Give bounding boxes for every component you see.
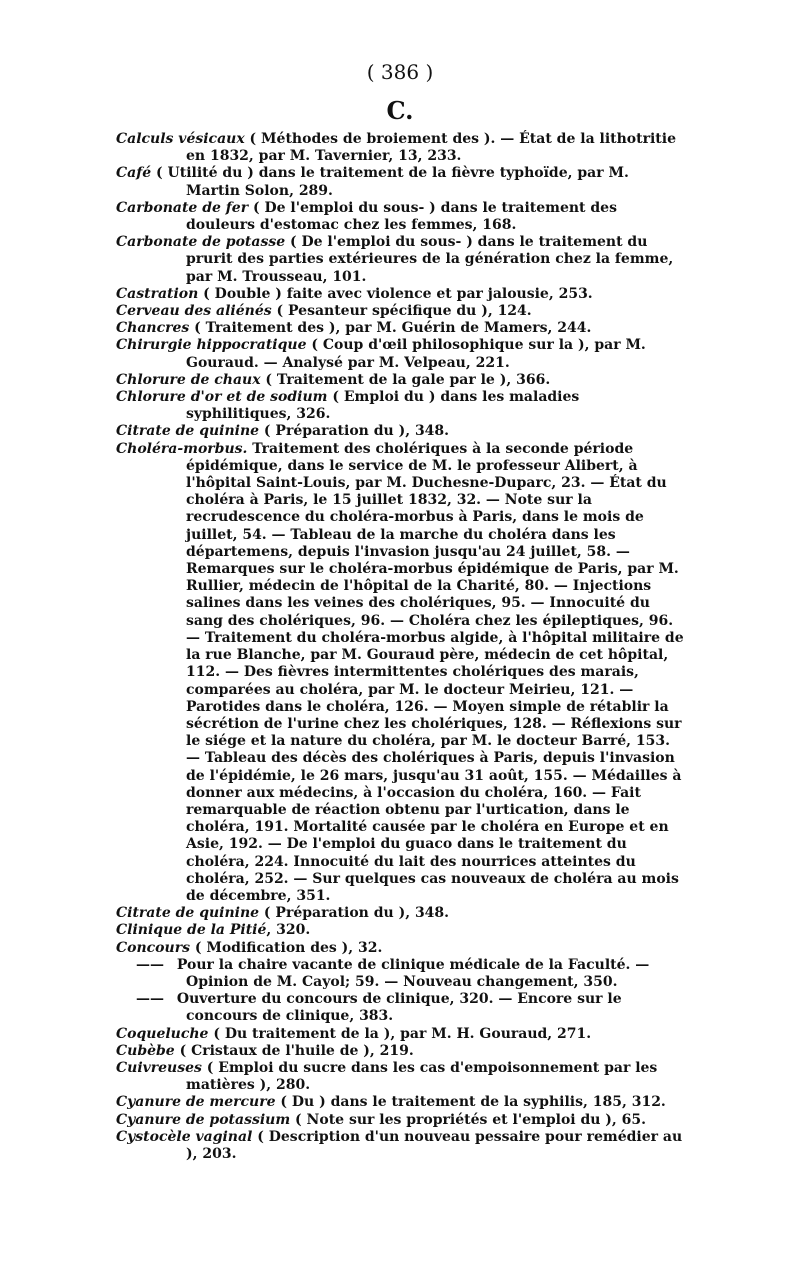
entry-term: Castration (116, 285, 199, 302)
entry-text: ( Double ) faite avec violence et par jalousie, 253. (198, 285, 593, 302)
entry-text: , 320. (266, 922, 311, 939)
entry-text: ( Coup d'œil philosophique sur la ), par M. Gouraud. — Analysé par M. Velpeau, 221. (186, 337, 646, 371)
section-letter: C. (386, 96, 414, 125)
entry-text: ( Du ) dans le traitement de la syphilis, 185, 312. (275, 1094, 666, 1111)
entry-term: Café (116, 165, 152, 182)
entry-text: ( Modification des ), 32. (189, 939, 383, 956)
entry-term: Cuivreuses (116, 1059, 202, 1076)
entry-term: Cyanure de potassium (116, 1111, 291, 1128)
repeat-dash: —— (136, 956, 164, 973)
index-entry (116, 1112, 686, 1129)
entry-term: Chirurgie hippocratique (116, 337, 307, 354)
entry-term: Citrate de quinine (116, 905, 260, 922)
entry-text: ( Traitement de la gale par le ), 366. (260, 371, 551, 388)
entry-term: Cyanure de mercure (116, 1094, 276, 1111)
entry-term: Concours (116, 939, 190, 956)
entry-term: Choléra-morbus. (116, 440, 248, 457)
index-entry (116, 131, 686, 165)
entry-text: ( Préparation du ), 348. (259, 905, 450, 922)
index-entry (116, 1043, 686, 1060)
index-entry (116, 165, 686, 199)
entry-text: ( Note sur les propriétés et l'emploi du ), 65. (290, 1111, 647, 1128)
entry-term: Coqueluche (116, 1025, 209, 1042)
entry-text: ( Emploi du sucre dans les cas d'empoisonnement par les matières ), 280. (186, 1059, 658, 1094)
index-entry (116, 423, 686, 440)
index-entry (116, 286, 686, 303)
repeat-dash: —— (136, 991, 164, 1008)
index-entry (116, 1129, 686, 1163)
index-entry (116, 320, 686, 337)
entry-text: ( Méthodes de broiement des ). — État de la lithotritie en 1832, par M. Tavernier, 13, 233. (186, 131, 676, 165)
entry-text: Traitement des cholériques à la seconde période épidémique, dans le service de M. le professeur Alibert, à l'hôpital Saint-Louis, par M. Duchesne-Duparc, 23. — État du choléra à Paris, le 15 juillet 1832, 32. — Note sur la recrudescence du choléra-morbus à Paris, dans le mois de juillet, 54. — Tableau de la marche du choléra dans les départemens, depuis l'invasion jusqu'au 24 juillet, 58. — Remarques sur le choléra-morbus épidémique de Paris, par M. Rullier, médecin de l'hôpital de la Charité, 80. — Injections salines dans les veines des cholériques, 95. — Innocuité du sang des cholériques, 96. — Choléra chez les épileptiques, 96. — Traitement du choléra-morbus algide, à l'hôpital militaire de la rue Blanche, par M. Gouraud père, médecin de cet hôpital, 112. — Des fièvres intermittentes cholériques des marais, comparées au choléra, par M. le docteur Meirieu, 121. — Parotides dans le choléra, 126. — Moyen simple de rétablir la sécrétion de l'urine chez les cholériques, 128. — Réflexions sur le siége et la nature du choléra, par M. le docteur Barré, 153. — Tableau des décès des cholériques à Paris, depuis l'invasion de l'épidémie, le 26 mars, jusqu'au 31 août, 155. — Médailles à donner aux médecins, à l'occasion du choléra, 160. — Fait remarquable de réaction obtenu par l'urtication, dans le choléra, 191. Mortalité causée par le choléra en Europe et en Asie, 192. — De l'emploi du guaco dans le traitement du choléra, 224. Innocuité du lait des nourrices atteintes du choléra, 252. — Sur quelques cas nouveaux de choléra au mois de décembre, 351. (186, 440, 684, 904)
index-entry (116, 922, 686, 939)
entry-term: Chlorure d'or et de sodium (116, 389, 328, 406)
entry-text: ( Emploi du ) dans les maladies syphilitiques, 326. (186, 389, 580, 423)
entry-term: Citrate de quinine (116, 423, 260, 440)
index-entry (116, 441, 686, 905)
index-entry (116, 200, 686, 234)
entry-term: Carbonate de potasse (116, 234, 286, 251)
entry-text: ( Traitement des ), par M. Guérin de Mamers, 244. (189, 320, 592, 337)
entry-term: Cerveau des aliénés (116, 303, 272, 320)
index-entry (116, 1026, 686, 1043)
index-entry (116, 372, 686, 389)
index-subentry (116, 957, 686, 991)
entry-text: ( Utilité du ) dans le traitement de la fièvre typhoïde, par M. Martin Solon, 289. (151, 165, 629, 199)
entry-term: Chlorure de chaux (116, 371, 261, 388)
entry-term: Carbonate de fer (116, 199, 249, 216)
entry-text: Ouverture du concours de clinique, 320. — Encore sur le concours de clinique, 383. (172, 991, 622, 1025)
entry-text: ( Préparation du ), 348. (259, 423, 450, 440)
entry-text: ( De l'emploi du sous- ) dans le traitement des douleurs d'estomac chez les femmes, 168. (186, 199, 617, 234)
entry-term: Cubèbe (116, 1042, 175, 1059)
entry-term: Chancres (116, 320, 190, 337)
index-subentry (116, 991, 686, 1025)
entry-text: ( Cristaux de l'huile de ), 219. (174, 1042, 414, 1059)
entry-text: ( De l'emploi du sous- ) dans le traitement du prurit des parties extérieures de la génération chez la femme, par M. Trousseau, 101. (186, 234, 674, 285)
page-number: ( 386 ) (366, 60, 434, 84)
entry-text: ( Pesanteur spécifique du ), 124. (271, 303, 532, 320)
entry-term: Cystocèle vaginal (116, 1128, 253, 1145)
index-entry (116, 303, 686, 320)
entry-text: ( Description d'un nouveau pessaire pour remédier au ), 203. (186, 1128, 683, 1162)
entry-term: Clinique de la Pitié (116, 922, 267, 939)
index-entry (116, 905, 686, 922)
index-entry (116, 389, 686, 423)
index-entries (116, 131, 686, 1163)
index-entry (116, 337, 686, 371)
entry-text: Pour la chaire vacante de clinique médicale de la Faculté. — Opinion de M. Cayol; 59. — Nouveau changement, 350. (172, 956, 650, 990)
index-entry (116, 1094, 686, 1111)
index-entry (116, 234, 686, 286)
index-entry (116, 1060, 686, 1094)
entry-term: Calculs vésicaux (116, 131, 245, 147)
index-entry (116, 940, 686, 957)
entry-text: ( Du traitement de la ), par M. H. Gouraud, 271. (208, 1025, 592, 1042)
